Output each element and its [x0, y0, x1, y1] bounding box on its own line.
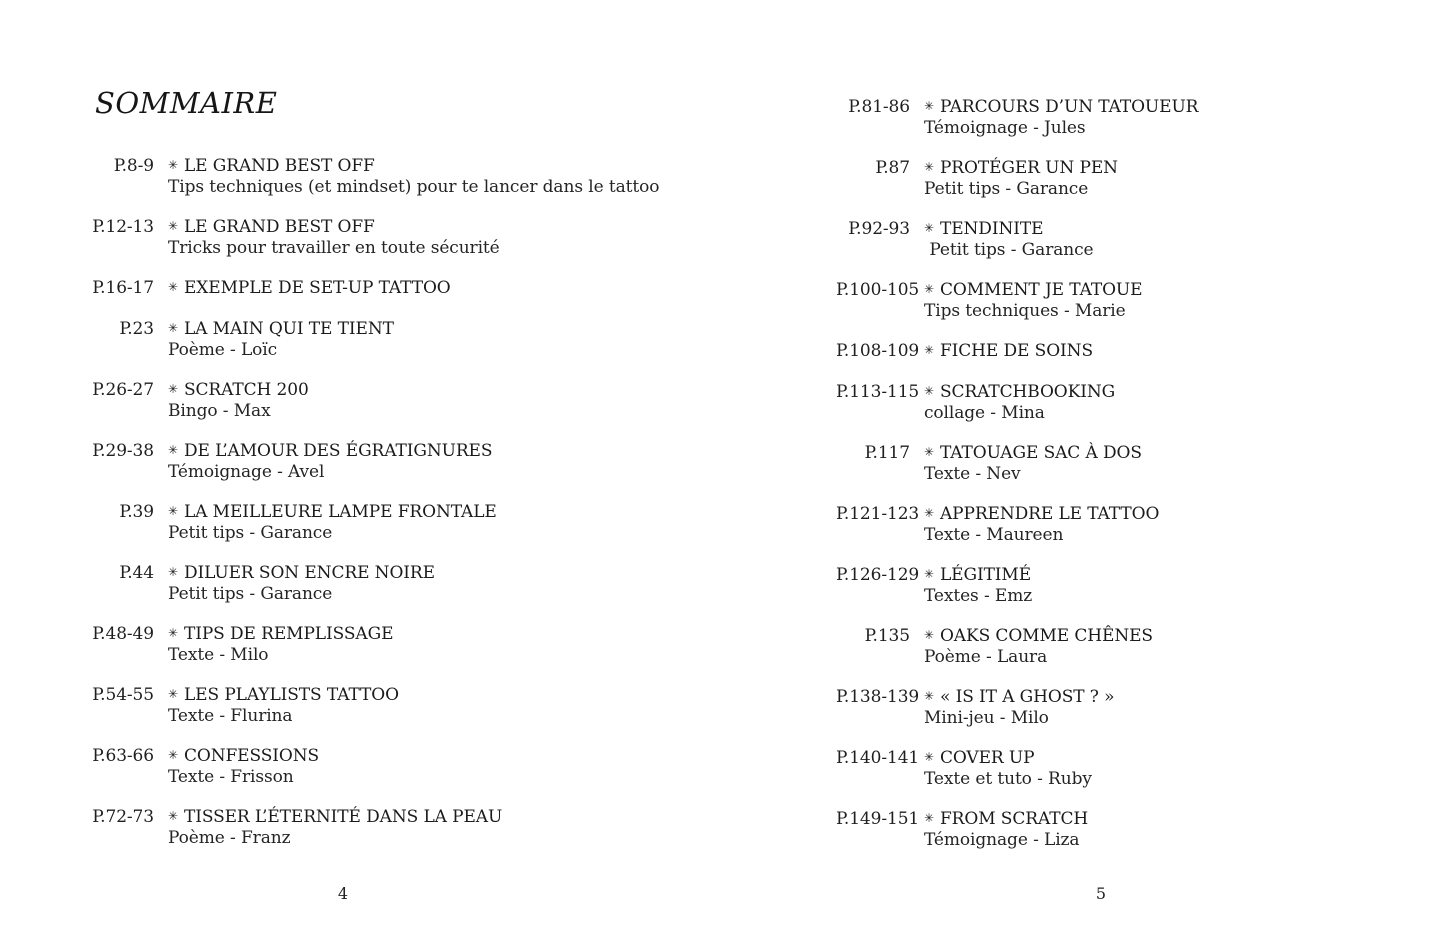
toc-entry-title-line: [924, 158, 1376, 179]
toc-entry: [836, 280, 1376, 321]
asterisk-star-icon: ✳: [168, 219, 178, 233]
toc-entry-text: [168, 685, 730, 726]
toc-entry-title: TIPS DE REMPLISSAGE: [183, 624, 394, 644]
toc-entry: [80, 380, 730, 421]
toc-entry-title: « IS IT A GHOST ? »: [939, 687, 1115, 707]
toc-entry-title-line: [924, 280, 1376, 301]
asterisk-star-icon: ✳: [924, 567, 934, 581]
toc-entry-title-line: [168, 624, 730, 645]
asterisk-star-icon: ✳: [168, 158, 178, 172]
toc-entry-text: [924, 504, 1376, 545]
toc-entry: [836, 748, 1376, 789]
toc-entry-pages: P.16-17: [92, 278, 154, 298]
toc-entry: [836, 443, 1376, 484]
toc-entry-subtitle: Tricks pour travailler en toute sécurité: [168, 238, 500, 258]
toc-entry: [80, 217, 730, 258]
toc-entry-title-line: [168, 217, 730, 238]
toc-entry-text: [168, 502, 730, 543]
toc-entry-pages: P.100-105: [836, 280, 920, 300]
toc-entry-subtitle: Texte et tuto - Ruby: [924, 769, 1092, 789]
toc-entry-text: [168, 319, 730, 360]
toc-entry-pages: P.8-9: [113, 156, 154, 176]
toc-entry-title-line: [168, 278, 730, 299]
toc-entry-title-line: [924, 443, 1376, 464]
toc-entry-pages: P.135: [864, 626, 910, 646]
toc-entry-pages: P.108-109: [836, 341, 920, 361]
toc-entry-text: [924, 158, 1376, 199]
toc-entry-pages: P.126-129: [836, 565, 920, 585]
toc-entry: [836, 219, 1376, 260]
asterisk-star-icon: ✳: [924, 750, 934, 764]
toc-entry: [836, 687, 1376, 728]
toc-entry-title-line: [924, 809, 1376, 830]
toc-entry-subtitle: Témoignage - Avel: [168, 462, 325, 482]
toc-entry-pages: P.81-86: [848, 97, 910, 117]
toc-entry: [80, 278, 730, 299]
toc-entry-pages: P.149-151: [836, 809, 920, 829]
toc-entry-subtitle: Poème - Laura: [924, 647, 1048, 667]
asterisk-star-icon: ✳: [168, 565, 178, 579]
toc-entry-pages: P.29-38: [92, 441, 154, 461]
toc-entry-title: SCRATCHBOOKING: [939, 382, 1116, 402]
toc-entry-title: EXEMPLE DE SET-UP TATTOO: [183, 278, 451, 298]
toc-entry-subtitle: Texte - Milo: [168, 645, 269, 665]
toc-entry-title: FROM SCRATCH: [939, 809, 1089, 829]
toc-entry: [80, 441, 730, 482]
toc-entry-title-line: [924, 504, 1376, 525]
asterisk-star-icon: ✳: [168, 321, 178, 335]
toc-entry-subtitle: Poème - Franz: [168, 828, 291, 848]
toc-entry-title: SCRATCH 200: [183, 380, 309, 400]
toc-entry-title: FICHE DE SOINS: [939, 341, 1093, 361]
asterisk-star-icon: ✳: [924, 811, 934, 825]
toc-entry: [836, 565, 1376, 606]
toc-entry-pages: P.39: [119, 502, 154, 522]
toc-entry-title-line: [924, 219, 1376, 240]
asterisk-star-icon: ✳: [168, 382, 178, 396]
toc-entry-pages: P.23: [119, 319, 154, 339]
toc-entry-pages: P.117: [864, 443, 910, 463]
toc-entry-subtitle: Petit tips - Garance: [168, 523, 333, 543]
toc-entry-subtitle: Texte - Maureen: [924, 525, 1064, 545]
toc-entry-text: [924, 443, 1376, 484]
toc-entry: [836, 158, 1376, 199]
toc-entry-pages: P.63-66: [92, 746, 154, 766]
toc-entry-pages: P.113-115: [836, 382, 920, 402]
asterisk-star-icon: ✳: [168, 504, 178, 518]
toc-entry-title: PROTÉGER UN PEN: [939, 158, 1118, 178]
toc-entry-title: LÉGITIMÉ: [939, 565, 1032, 585]
toc-entry: [80, 563, 730, 604]
toc-entry-text: [168, 563, 730, 604]
toc-entry: [80, 156, 730, 197]
asterisk-star-icon: ✳: [924, 628, 934, 642]
toc-column-right: [836, 97, 1376, 870]
toc-entry-text: [168, 217, 730, 258]
toc-entry-subtitle: Texte - Nev: [924, 464, 1021, 484]
toc-entry-title: LE GRAND BEST OFF: [183, 217, 375, 237]
toc-entry: [80, 685, 730, 726]
toc-entry-title: CONFESSIONS: [183, 746, 320, 766]
toc-entry-title-line: [924, 626, 1376, 647]
toc-entry-subtitle: Petit tips - Garance: [924, 240, 1094, 260]
toc-entry: [836, 809, 1376, 850]
toc-entry-text: [168, 746, 730, 787]
asterisk-star-icon: ✳: [924, 445, 934, 459]
toc-entry-title: PARCOURS D’UN TATOUEUR: [939, 97, 1199, 117]
toc-entry-text: [924, 565, 1376, 606]
toc-entry-subtitle: Petit tips - Garance: [924, 179, 1089, 199]
toc-entry-pages: P.92-93: [848, 219, 910, 239]
toc-entry-title: LE GRAND BEST OFF: [183, 156, 375, 176]
toc-entry-text: [924, 748, 1376, 789]
asterisk-star-icon: ✳: [924, 221, 934, 235]
toc-entry-text: [168, 278, 730, 299]
toc-entry-title-line: [168, 685, 730, 706]
asterisk-star-icon: ✳: [924, 343, 934, 357]
toc-entry-pages: P.48-49: [92, 624, 154, 644]
toc-entry-subtitle: Mini-jeu - Milo: [924, 708, 1049, 728]
toc-entry-title-line: [924, 565, 1376, 586]
asterisk-star-icon: ✳: [168, 443, 178, 457]
toc-entry-text: [168, 807, 730, 848]
toc-entry-title: TENDINITE: [939, 219, 1044, 239]
toc-entry-title: COVER UP: [939, 748, 1035, 768]
toc-entry-title-line: [168, 156, 730, 177]
toc-entry-pages: P.87: [875, 158, 910, 178]
toc-entry-title-line: [924, 97, 1376, 118]
toc-entry-subtitle: Petit tips - Garance: [168, 584, 333, 604]
asterisk-star-icon: ✳: [924, 282, 934, 296]
toc-entry: [836, 382, 1376, 423]
toc-entry-title: TISSER L’ÉTERNITÉ DANS LA PEAU: [183, 807, 503, 827]
toc-entry-subtitle: Poème - Loïc: [168, 340, 278, 360]
toc-entry-text: [168, 624, 730, 665]
toc-entry-subtitle: Bingo - Max: [168, 401, 271, 421]
asterisk-star-icon: ✳: [168, 748, 178, 762]
toc-entry-title: DE L’AMOUR DES ÉGRATIGNURES: [183, 441, 493, 461]
asterisk-star-icon: ✳: [924, 506, 934, 520]
toc-entry-pages: P.54-55: [92, 685, 154, 705]
asterisk-star-icon: ✳: [924, 384, 934, 398]
toc-entry-text: [924, 687, 1376, 728]
asterisk-star-icon: ✳: [168, 687, 178, 701]
toc-entry-subtitle: Textes - Emz: [924, 586, 1033, 606]
toc-entry-title-line: [168, 807, 730, 828]
toc-entry-title: LES PLAYLISTS TATTOO: [183, 685, 399, 705]
toc-entry-pages: P.138-139: [836, 687, 920, 707]
asterisk-star-icon: ✳: [924, 689, 934, 703]
toc-entry-text: [924, 809, 1376, 850]
toc-entry-text: [924, 97, 1376, 138]
toc-entry-title-line: [168, 319, 730, 340]
toc-entry: [836, 626, 1376, 667]
toc-entry-title-line: [924, 748, 1376, 769]
toc-entry-subtitle: collage - Mina: [924, 403, 1045, 423]
toc-entry-title: LA MEILLEURE LAMPE FRONTALE: [183, 502, 497, 522]
toc-entry-subtitle: Texte - Frisson: [168, 767, 294, 787]
toc-entry-title-line: [924, 687, 1376, 708]
toc-entry-title: COMMENT JE TATOUE: [939, 280, 1143, 300]
toc-entry-title: LA MAIN QUI TE TIENT: [183, 319, 394, 339]
toc-entry-pages: P.140-141: [836, 748, 920, 768]
toc-entry-title-line: [924, 382, 1376, 403]
toc-column-left: [80, 156, 730, 868]
toc-entry-pages: P.44: [119, 563, 154, 583]
page-number-left: 4: [337, 884, 349, 903]
toc-entry-title: DILUER SON ENCRE NOIRE: [183, 563, 435, 583]
toc-entry-title-line: [168, 380, 730, 401]
toc-entry-text: [168, 380, 730, 421]
toc-entry-text: [924, 382, 1376, 423]
toc-entry-subtitle: Témoignage - Liza: [924, 830, 1080, 850]
toc-entry-title-line: [168, 502, 730, 523]
toc-entry: [80, 746, 730, 787]
toc-entry-title: OAKS COMME CHÊNES: [939, 626, 1153, 646]
toc-entry-text: [168, 156, 730, 197]
toc-entry-subtitle: Tips techniques (et mindset) pour te lancer dans le tattoo: [168, 177, 660, 197]
toc-entry-pages: P.121-123: [836, 504, 920, 524]
toc-entry-title: TATOUAGE SAC À DOS: [939, 443, 1142, 463]
toc-entry-title-line: [168, 441, 730, 462]
toc-entry: [80, 502, 730, 543]
toc-entry: [80, 319, 730, 360]
asterisk-star-icon: ✳: [924, 160, 934, 174]
toc-entry-title: APPRENDRE LE TATTOO: [939, 504, 1160, 524]
toc-entry-pages: P.26-27: [92, 380, 154, 400]
toc-entry: [80, 624, 730, 665]
toc-entry-title-line: [924, 341, 1376, 362]
toc-entry-title-line: [168, 563, 730, 584]
toc-entry-subtitle: Témoignage - Jules: [924, 118, 1086, 138]
toc-entry-text: [924, 341, 1376, 362]
toc-entry-text: [168, 441, 730, 482]
toc-entry: [836, 341, 1376, 362]
toc-entry: [80, 807, 730, 848]
page-number-right: 5: [1095, 884, 1107, 903]
asterisk-star-icon: ✳: [924, 99, 934, 113]
toc-entry-subtitle: Tips techniques - Marie: [924, 301, 1126, 321]
page-title: SOMMAIRE: [95, 86, 278, 120]
toc-entry-subtitle: Texte - Flurina: [168, 706, 293, 726]
asterisk-star-icon: ✳: [168, 626, 178, 640]
toc-entry-title-line: [168, 746, 730, 767]
asterisk-star-icon: ✳: [168, 280, 178, 294]
toc-entry: [836, 504, 1376, 545]
toc-entry-text: [924, 626, 1376, 667]
toc-entry-text: [924, 219, 1376, 260]
toc-entry-text: [924, 280, 1376, 321]
toc-entry-pages: P.12-13: [92, 217, 154, 237]
toc-entry-pages: P.72-73: [92, 807, 154, 827]
toc-entry: [836, 97, 1376, 138]
asterisk-star-icon: ✳: [168, 809, 178, 823]
